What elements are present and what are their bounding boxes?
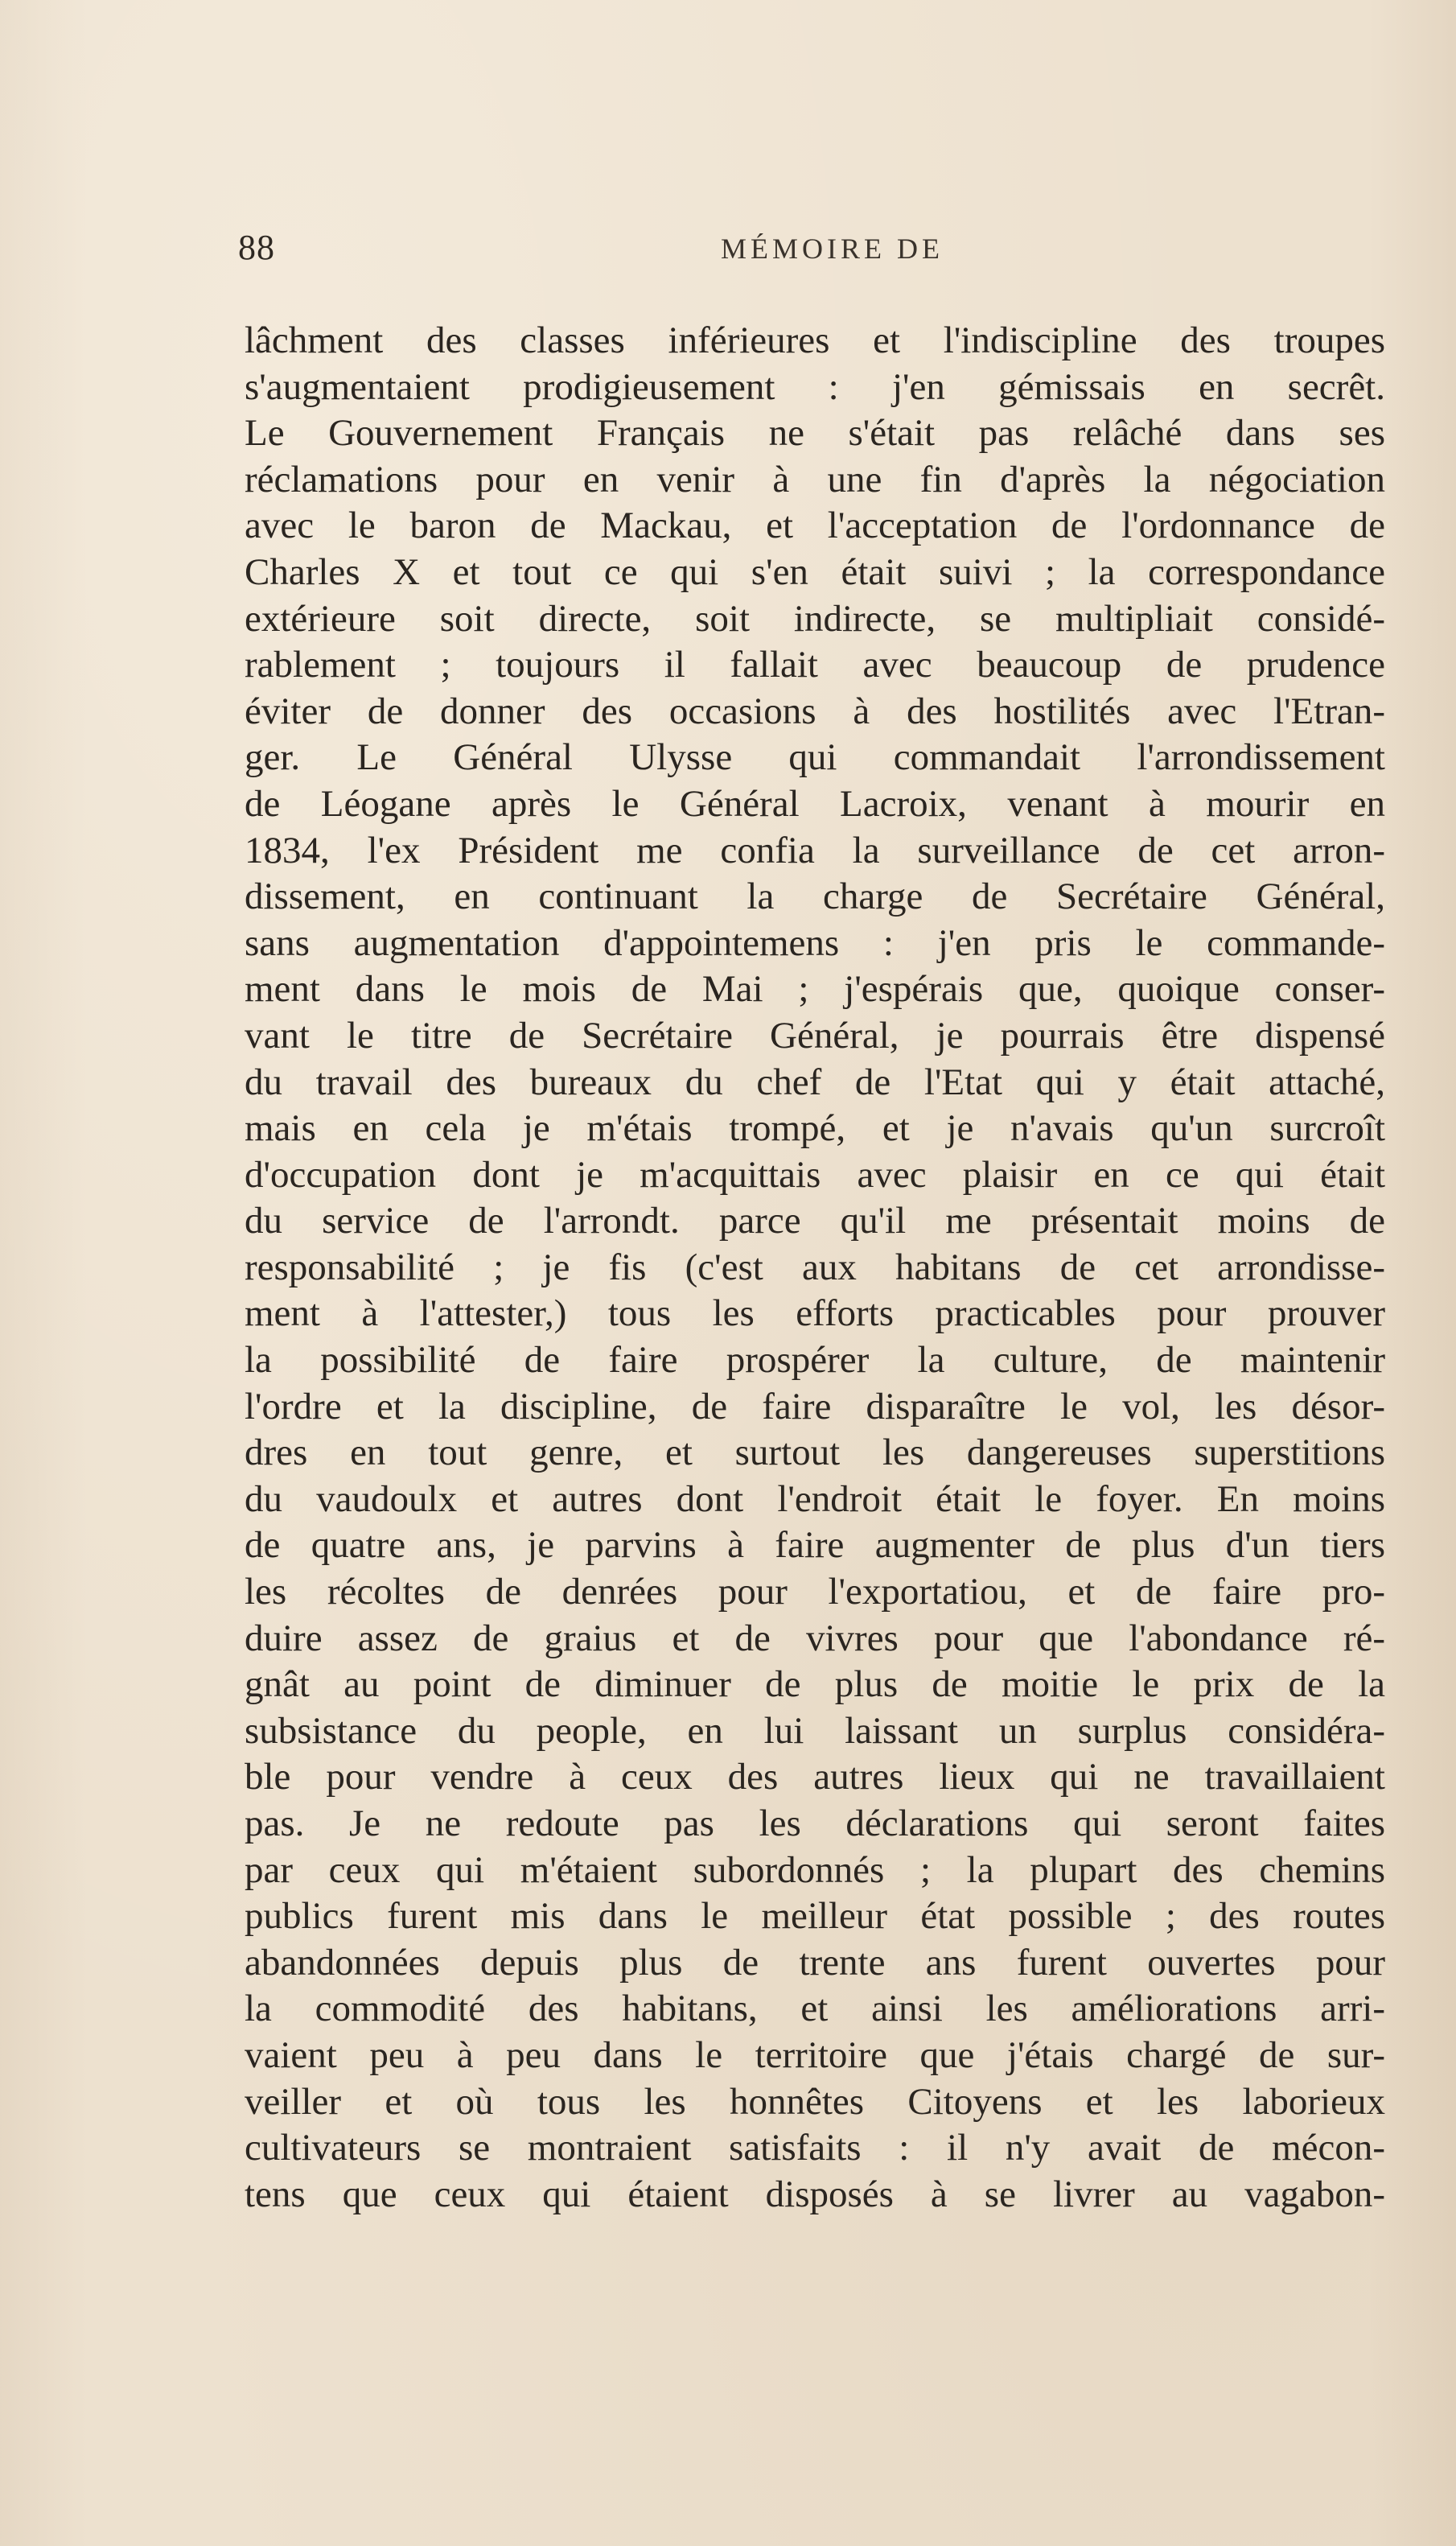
text-line: dres en tout genre, et surtout les dangereuses superstitions (245, 1432, 1385, 1474)
text-line: de Léogane après le Général Lacroix, venant à mourir en (245, 782, 1385, 825)
page-number: 88 (238, 228, 275, 267)
text-line: par ceux qui m'étaient subordonnés ; la plupart des chemins (245, 1848, 1385, 1891)
text-line: ger. Le Général Ulysse qui commandait l'arrondissement (245, 736, 1385, 779)
running-title: MÉMOIRE DE (721, 233, 944, 265)
text-line: abandonnées depuis plus de trente ans furent ouvertes pour (245, 1941, 1385, 1984)
text-line: ble pour vendre à ceux des autres lieux qui ne travaillaient (245, 1756, 1385, 1798)
text-line: d'occupation dont je m'acquittais avec plaisir en ce qui était (245, 1153, 1385, 1196)
text-line: duire assez de graius et de vivres pour que l'abondance ré- (245, 1617, 1385, 1659)
text-line: sans augmentation d'appointemens : j'en pris le commande- (245, 921, 1385, 964)
text-line: subsistance du people, en lui laissant un surplus considéra- (245, 1709, 1385, 1752)
text-line: responsabilité ; je fis (c'est aux habitans de cet arrondisse- (245, 1246, 1385, 1288)
text-line: cultivateurs se montraient satisfaits : il n'y avait de mécon- (245, 2127, 1385, 2169)
text-line: rablement ; toujours il fallait avec beaucoup de prudence (245, 644, 1385, 686)
text-line: Le Gouvernement Français ne s'était pas relâché dans ses (245, 412, 1385, 455)
text-line: ment à l'attester,) tous les efforts practicables pour prouver (245, 1292, 1385, 1335)
body-text (245, 318, 1385, 2218)
text-line: vaient peu à peu dans le territoire que j'étais chargé de sur- (245, 2033, 1385, 2076)
text-line: gnât au point de diminuer de plus de moitie le prix de la (245, 1663, 1385, 1706)
text-line: de quatre ans, je parvins à faire augmenter de plus d'un tiers (245, 1524, 1385, 1567)
text-line: l'ordre et la discipline, de faire disparaître le vol, les désor- (245, 1385, 1385, 1427)
text-line: du vaudoulx et autres dont l'endroit était le foyer. En moins (245, 1477, 1385, 1520)
text-line: éviter de donner des occasions à des hostilités avec l'Etran- (245, 690, 1385, 732)
text-line: veiller et où tous les honnêtes Citoyens et les laborieux (245, 2080, 1385, 2123)
text-line: pas. Je ne redoute pas les déclarations qui seront faites (245, 1802, 1385, 1844)
text-line: la possibilité de faire prospérer la culture, de maintenir (245, 1339, 1385, 1382)
text-line: lâchment des classes inférieures et l'indiscipline des troupes (245, 319, 1385, 361)
text-line: les récoltes de denrées pour l'exportatiou, et de faire pro- (245, 1571, 1385, 1613)
text-line: s'augmentaient prodigieusement : j'en gémissais en secrêt. (245, 365, 1385, 408)
text-line: avec le baron de Mackau, et l'acceptation de l'ordonnance de (245, 505, 1385, 547)
text-line: réclamations pour en venir à une fin d'après la négociation (245, 458, 1385, 501)
text-line: 1834, l'ex Président me confia la surveillance de cet arron- (245, 829, 1385, 871)
text-line: Charles X et tout ce qui s'en était suivi ; la correspondance (245, 550, 1385, 593)
text-line: extérieure soit directe, soit indirecte, se multipliait considé- (245, 597, 1385, 640)
text-line: du service de l'arrondt. parce qu'il me présentait moins de (245, 1200, 1385, 1242)
text-line: la commodité des habitans, et ainsi les améliorations arri- (245, 1988, 1385, 2030)
text-line: publics furent mis dans le meilleur état possible ; des routes (245, 1895, 1385, 1938)
text-line: du travail des bureaux du chef de l'Etat qui y était attaché, (245, 1061, 1385, 1103)
running-head (238, 227, 1413, 283)
text-line: dissement, en continuant la charge de Secrétaire Général, (245, 875, 1385, 918)
text-line: tens que ceux qui étaient disposés à se livrer au vagabon- (245, 2173, 1385, 2215)
text-line: ment dans le mois de Mai ; j'espérais que, quoique conser- (245, 968, 1385, 1011)
text-line: mais en cela je m'étais trompé, et je n'avais qu'un surcroît (245, 1107, 1385, 1150)
text-line: vant le titre de Secrétaire Général, je pourrais être dispensé (245, 1014, 1385, 1057)
